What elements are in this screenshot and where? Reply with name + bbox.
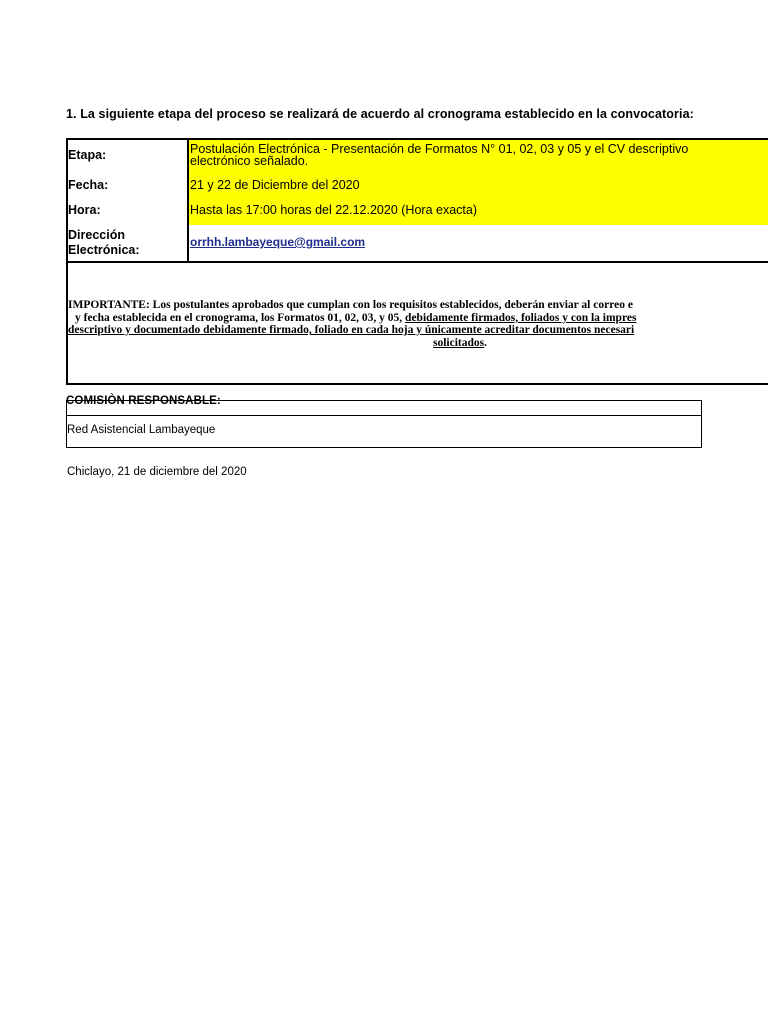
direccion-label-line2: Electrónica: bbox=[68, 243, 140, 257]
important-line2-text: y fecha establecida en el cronograma, los Formatos 01, 02, 03, y 05, bbox=[75, 311, 406, 324]
important-line2 bbox=[68, 312, 768, 325]
important-notice bbox=[68, 299, 768, 349]
important-line2-underlined: debidamente firmados, foliados y con la impres bbox=[405, 311, 637, 324]
fecha-value: 21 y 22 de Diciembre del 2020 bbox=[190, 178, 360, 192]
commission-value: Red Asistencial Lambayeque bbox=[67, 424, 216, 436]
important-line4-underlined: solicitados bbox=[433, 336, 485, 349]
column-divider bbox=[187, 140, 189, 262]
email-link[interactable]: orrhh.lambayeque@gmail.com bbox=[190, 235, 366, 249]
place-date: Chiclayo, 21 de diciembre del 2020 bbox=[67, 466, 247, 478]
important-line3: descriptivo y documentado debidamente firmado, foliado en cada hoja y únicamente acreditar documentos necesari bbox=[68, 324, 635, 337]
etapa-label: Etapa: bbox=[68, 148, 107, 162]
section-heading: 1. La siguiente etapa del proceso se realizará de acuerdo al cronograma establecido en la convocatoria: bbox=[66, 107, 694, 121]
important-line4 bbox=[68, 337, 768, 350]
etapa-value-line2: electrónico señalado. bbox=[190, 154, 309, 168]
important-line4-text: . bbox=[484, 336, 487, 349]
commission-title: COMISIÒN RESPONSABLE: bbox=[66, 395, 221, 407]
etapa-value-line1: Postulación Electrónica - Presentación de Formatos N° 01, 02, 03 y 05 y el CV descriptivo bbox=[190, 142, 689, 156]
fecha-label: Fecha: bbox=[68, 178, 109, 192]
hora-label: Hora: bbox=[68, 203, 101, 217]
row-divider bbox=[66, 261, 768, 263]
commission-divider bbox=[66, 415, 702, 416]
hora-value: Hasta las 17:00 horas del 22.12.2020 (Hora exacta) bbox=[190, 203, 477, 217]
direccion-label-line1: Dirección bbox=[68, 228, 125, 242]
important-line1: IMPORTANTE: Los postulantes aprobados que cumplan con los requisitos establecidos, deberán enviar al correo e bbox=[68, 299, 633, 311]
